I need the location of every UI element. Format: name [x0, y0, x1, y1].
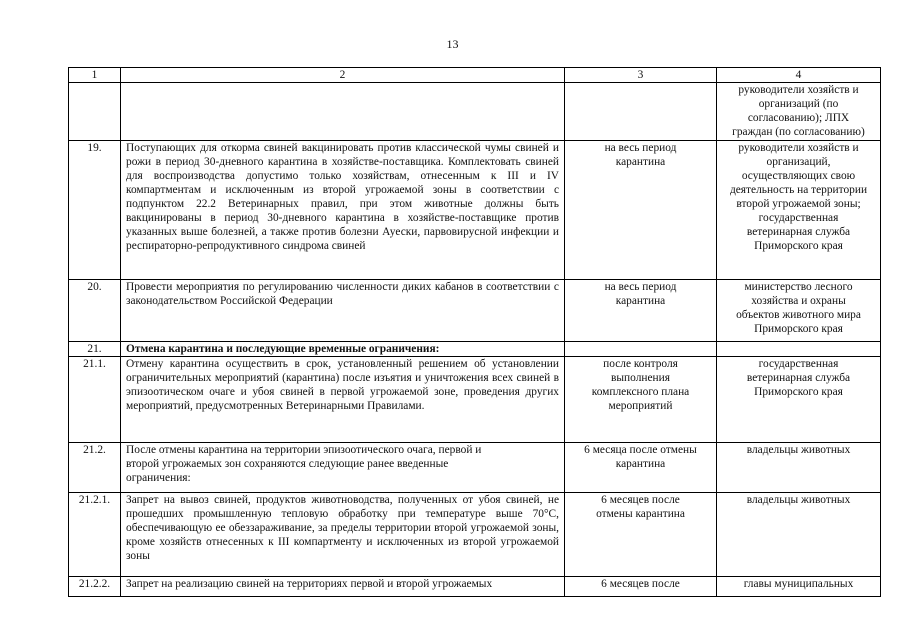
term-line: 6 месяца после отмены — [584, 444, 697, 456]
responsible-line: хозяйства и охраны — [751, 295, 846, 307]
row-number: 21.2.2. — [69, 577, 121, 597]
term-line: выполнения — [611, 372, 670, 384]
responsible-line: организаций, — [766, 156, 831, 168]
row-description: Отмену карантина осуществить в срок, установленный решением об установлении ограничительных мероприятий (карантина) после изъятия и уничтожения всех свиней в эпизоотическом очаге и убоя свиней в первой угрожаемой зоне, проведения других мероприятий, предусмотренных Ветеринарными Правилами. — [121, 357, 565, 443]
row-term — [565, 83, 717, 141]
row-description: Провести мероприятия по регулированию численности диких кабанов в соответствии с законодательством Российской Федерации — [121, 280, 565, 342]
row-term — [565, 342, 717, 357]
responsible-line: согласованию); ЛПХ — [747, 112, 850, 124]
term-line: мероприятий — [608, 400, 673, 412]
row-responsible — [717, 443, 881, 493]
row-description: Запрет на вывоз свиней, продуктов животноводства, полученных от убоя свиней, не прошедших промышленную тепловую обработку при температуре выше 70°С, обеспечивающую ее обеззараживание, за пределы территории второй угрожаемой зоны, кроме хозяйств отнесенных к III компартменту и исключенных из второй угрожаемой зоны — [121, 493, 565, 577]
row-term — [565, 577, 717, 597]
table-row — [69, 141, 881, 280]
row-responsible — [717, 141, 881, 280]
responsible-line: ветеринарная служба — [746, 372, 851, 384]
row-term — [565, 141, 717, 280]
row-number: 21.2.1. — [69, 493, 121, 577]
row-number — [69, 83, 121, 141]
row-responsible — [717, 357, 881, 443]
responsible-line: второй угрожаемой зоны; — [736, 198, 861, 210]
measures-table — [68, 67, 881, 597]
term-line: 6 месяцев после — [601, 578, 680, 590]
description-line: второй угрожаемых зон сохраняются следующие ранее введенные — [126, 458, 449, 470]
table-row — [69, 577, 881, 597]
page-number: 13 — [446, 37, 459, 51]
row-responsible — [717, 577, 881, 597]
header-cell: 3 — [565, 68, 717, 83]
term-line: после контроля — [603, 358, 678, 370]
section-heading: Отмена карантина и последующие временные ограничения: — [121, 342, 565, 357]
term-line: карантина — [615, 458, 666, 470]
row-number: 21.1. — [69, 357, 121, 443]
row-term — [565, 493, 717, 577]
term-line: карантина — [615, 295, 666, 307]
responsible-line: владельцы животных — [746, 494, 851, 506]
header-cell: 1 — [69, 68, 121, 83]
row-responsible — [717, 83, 881, 141]
description-line: После отмены карантина на территории эпизоотического очага, первой и — [126, 444, 482, 456]
term-line: комплексного плана — [591, 386, 690, 398]
responsible-line: министерство лесного — [744, 281, 853, 293]
term-line: карантина — [615, 156, 666, 168]
row-term — [565, 443, 717, 493]
row-number: 20. — [69, 280, 121, 342]
description-line: ограничения: — [126, 472, 191, 484]
responsible-line: граждан (по согласованию) — [732, 126, 865, 138]
responsible-line: Приморского края — [754, 240, 843, 252]
table-row — [69, 342, 881, 357]
responsible-line: осуществляющих свою — [741, 170, 856, 182]
row-description — [121, 83, 565, 141]
table-header-row — [69, 68, 881, 83]
table-row — [69, 493, 881, 577]
table-row — [69, 280, 881, 342]
responsible-line: руководители хозяйств и — [738, 84, 859, 96]
responsible-line: организаций (по — [758, 98, 839, 110]
row-description — [121, 443, 565, 493]
row-description: Поступающих для откорма свиней вакцинировать против классической чумы свиней и рожи в период 30-дневного карантина в хозяйстве-поставщика. Комплектовать свиней для воспроизводства допустимо только хозяйствам, отнесенным к III и IV компартментам и исключенным из второй угрожаемой зоны в соответствии с подпунктом 22.2 Ветеринарных правил, при этом животные должны быть вакцинированы в период 30-дневного карантина в хозяйстве-поставщике против указанных выше болезней, а также против болезни Ауески, парвовирусной инфекции и респираторно-репродуктивного синдрома свиней — [121, 141, 565, 280]
responsible-line: деятельность на территории — [729, 184, 868, 196]
term-line: 6 месяцев после — [601, 494, 680, 506]
row-number: 19. — [69, 141, 121, 280]
row-number: 21.2. — [69, 443, 121, 493]
term-line: отмены карантина — [596, 508, 685, 520]
responsible-line: ветеринарная служба — [746, 226, 851, 238]
term-line: на весь период — [604, 142, 677, 154]
row-responsible — [717, 280, 881, 342]
responsible-line: Приморского края — [754, 323, 843, 335]
table-row — [69, 357, 881, 443]
responsible-line: государственная — [758, 212, 839, 224]
row-term — [565, 357, 717, 443]
row-term — [565, 280, 717, 342]
header-cell: 2 — [121, 68, 565, 83]
responsible-line: руководители хозяйств и — [738, 142, 859, 154]
row-number: 21. — [69, 342, 121, 357]
responsible-line: главы муниципальных — [743, 578, 854, 590]
row-responsible — [717, 493, 881, 577]
responsible-line: государственная — [758, 358, 839, 370]
row-responsible — [717, 342, 881, 357]
responsible-line: владельцы животных — [746, 444, 851, 456]
term-line: на весь период — [604, 281, 677, 293]
responsible-line: Приморского края — [754, 386, 843, 398]
row-description: Запрет на реализацию свиней на территориях первой и второй угрожаемых — [121, 577, 565, 597]
responsible-line: объектов животного мира — [736, 309, 861, 321]
header-cell: 4 — [717, 68, 881, 83]
table-row — [69, 443, 881, 493]
table-row — [69, 83, 881, 141]
